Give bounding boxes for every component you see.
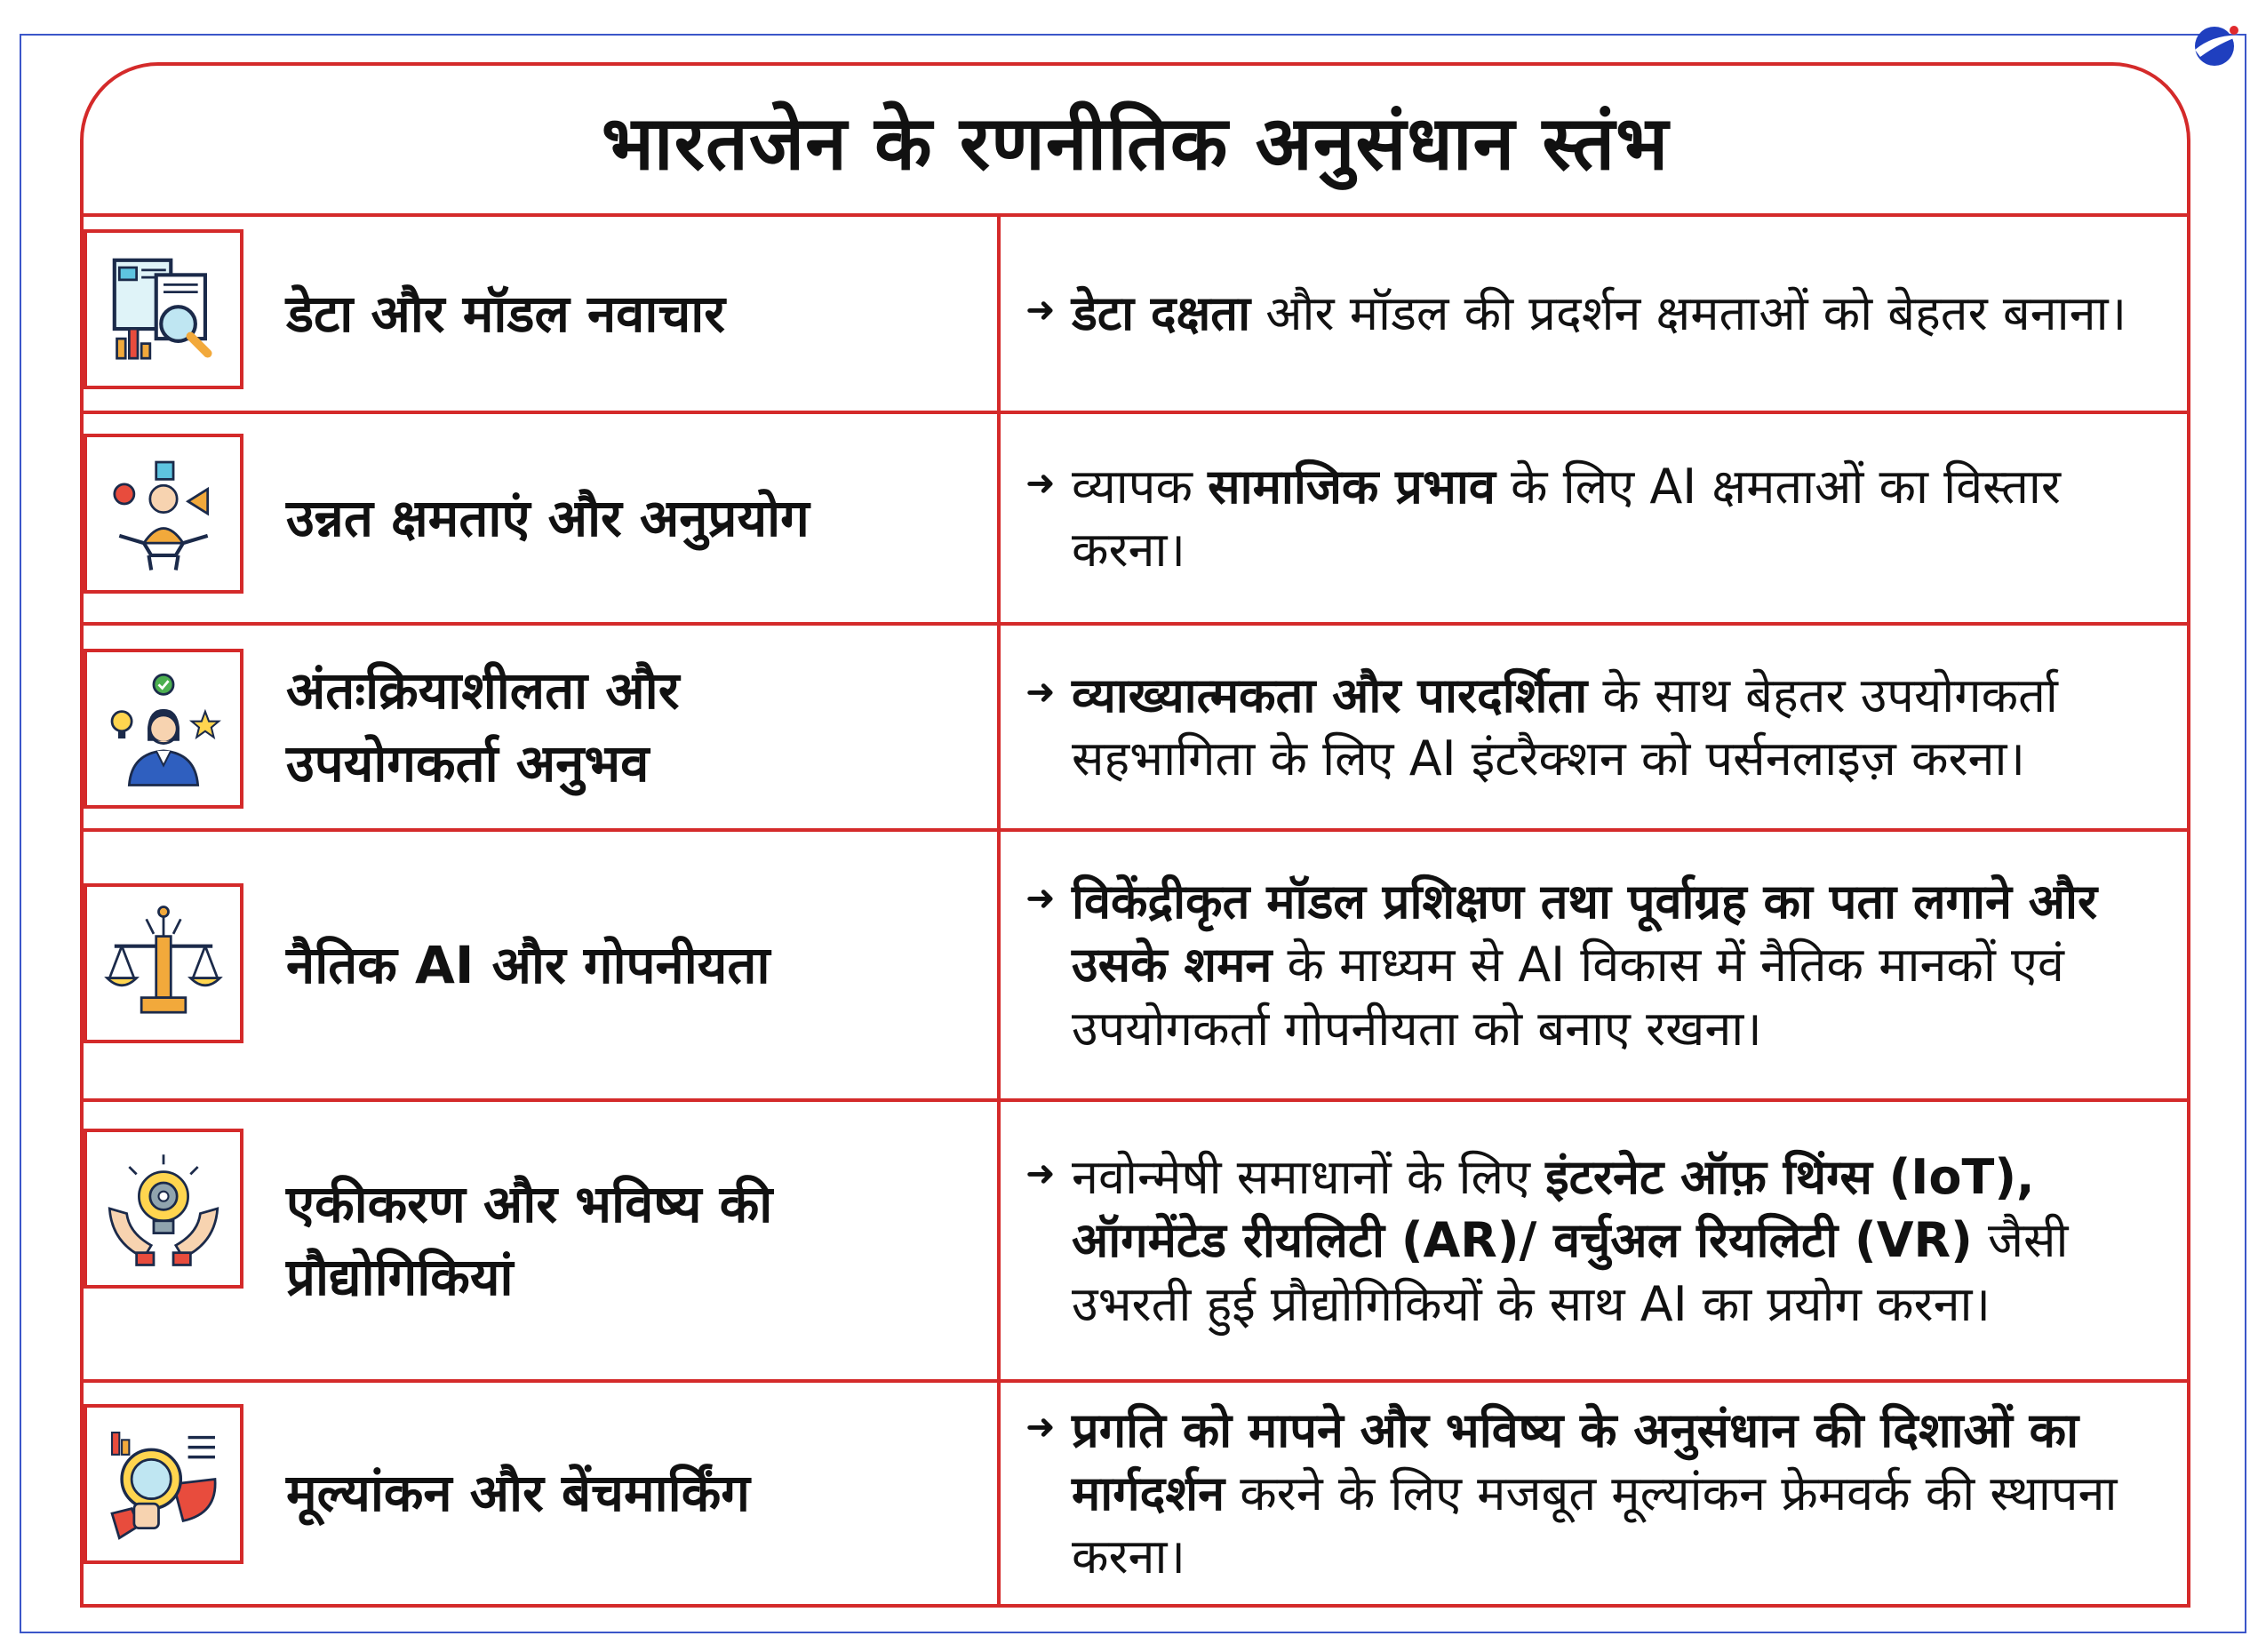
pillar-name: नैतिक AI और गोपनीयता (286, 934, 770, 995)
description-text: विकेंद्रीकृत मॉडल प्रशिक्षण तथा पूर्वाग्रह का पता लगाने और उसके शमन के माध्यम से AI विकास में नैतिक मानकों एवं उपयोगकर्ता गोपनीयता को बनाए रखना। (1072, 874, 2098, 1057)
innovation-hands-icon (102, 1147, 225, 1270)
icon-frame (84, 649, 243, 809)
table-row (82, 830, 2189, 1100)
icon-frame (84, 1404, 243, 1564)
icon-frame (84, 1129, 243, 1289)
table-row (82, 1100, 2189, 1381)
pillar-name: एकीकरण और भविष्य की प्रौद्योगिकियां (286, 1173, 773, 1307)
pillar-name: उन्नत क्षमताएं और अनुप्रयोग (286, 487, 810, 548)
pillar-description (1025, 1145, 2160, 1336)
arrow-icon: ➜ (1025, 462, 1056, 504)
icon-frame (84, 229, 243, 389)
arrow-icon: ➜ (1025, 1153, 1056, 1195)
icon-frame (84, 883, 243, 1043)
arrow-icon: ➜ (1025, 290, 1056, 331)
arrow-icon: ➜ (1025, 671, 1056, 713)
table-row (82, 215, 2189, 412)
description-text: प्रगति को मापने और भविष्य के अनुसंधान की दिशाओं का मार्गदर्शन करने के लिए मजबूत मूल्यांकन फ्रेमवर्क की स्थापना करना। (1072, 1401, 2118, 1585)
evaluation-chart-icon (102, 1423, 225, 1545)
multitask-person-icon (102, 452, 225, 575)
pillar-name: डेटा और मॉडल नवाचार (286, 283, 726, 344)
balance-scale-icon (102, 902, 225, 1025)
pillar-description (1025, 282, 2160, 345)
pillar-name: मूल्यांकन और बेंचमार्किंग (286, 1463, 750, 1524)
pillars-table (80, 213, 2190, 1608)
description-text: नवोन्मेषी समाधानों के लिए इंटरनेट ऑफ़ थिंग्स (IoT), ऑगमेंटेड रीयलिटी (AR)/ वर्चुअल रियलिटी (VR) जैसी उभरती हुई प्रौद्योगिकियों के साथ AI का प्रयोग करना। (1072, 1149, 2069, 1332)
pillar-description (1025, 455, 2160, 582)
table-row (82, 624, 2189, 830)
pillar-description (1025, 1399, 2160, 1589)
table-row (82, 1381, 2189, 1606)
pillar-name: अंतःक्रियाशीलता और उपयोगकर्ता अनुभव (286, 659, 680, 794)
logo-icon (2188, 16, 2245, 73)
description-text: व्याख्यात्मकता और पारदर्शिता के साथ बेहतर उपयोगकर्ता सहभागिता के लिए AI इंटरैक्शन को पर्सनलाइज़ करना। (1072, 666, 2058, 786)
data-analysis-icon (102, 248, 225, 371)
page-title: भारतजेन के रणनीतिक अनुसंधान स्तंभ (601, 100, 1670, 187)
description-text: डेटा दक्षता और मॉडल की प्रदर्शन क्षमताओं को बेहतर बनाना। (1072, 285, 2127, 342)
arrow-icon: ➜ (1025, 1406, 1056, 1448)
description-text: व्यापक सामाजिक प्रभाव के लिए AI क्षमताओं का विस्तार करना। (1072, 458, 2061, 578)
table-row (82, 412, 2189, 624)
pillar-description (1025, 870, 2160, 1060)
pillar-description (1025, 664, 2160, 791)
arrow-icon: ➜ (1025, 878, 1056, 920)
user-ideas-icon (102, 667, 225, 790)
icon-frame (84, 434, 243, 594)
